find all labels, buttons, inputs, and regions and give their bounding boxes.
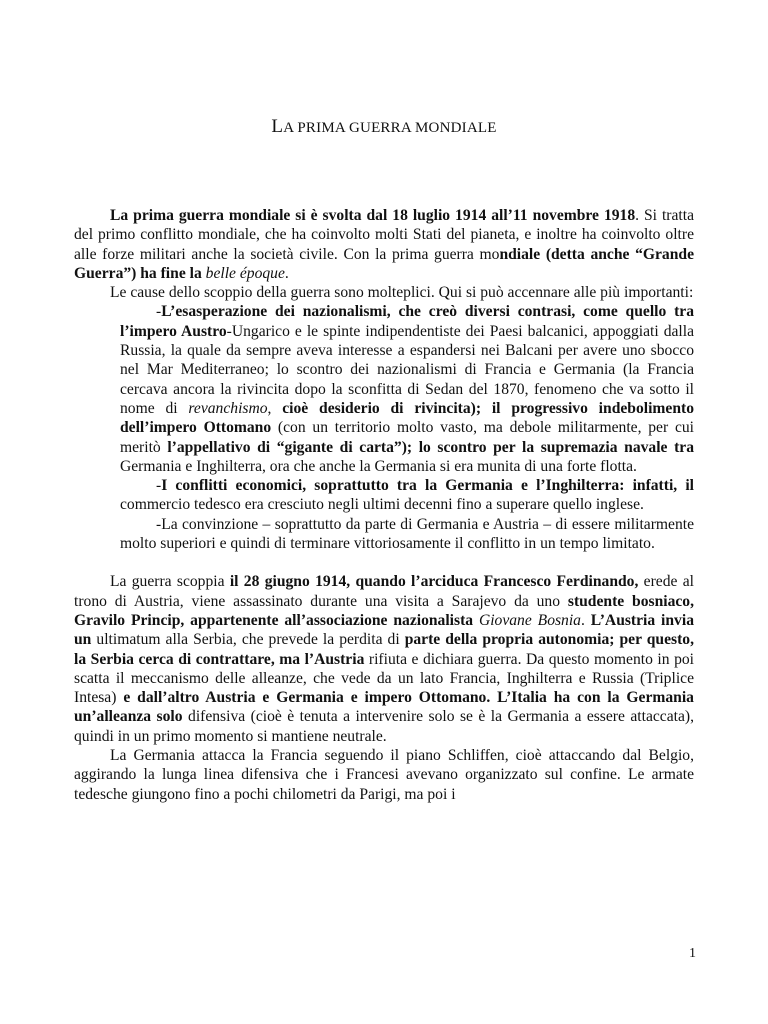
title-rest: A PRIMA GUERRA MONDIALE bbox=[283, 120, 497, 136]
list-item: -La convinzione – soprattutto da parte di Germania e Austria – di essere militarmente molto superiori e quindi di terminare vittoriosamente il conflitto in un tempo limitato. bbox=[120, 515, 694, 553]
item2-bold: I conflitti economici, soprattutto tra la Germania e l’Inghilterra: infatti, il bbox=[161, 477, 694, 495]
page-number: 1 bbox=[689, 946, 696, 961]
intro-italic-belle-epoque: belle époque bbox=[205, 264, 285, 282]
list-item: -I conflitti economici, soprattutto tra la Germania e l’Inghilterra: infatti, il commercio tedesco era cresciuto negli ultimi decenni fino a superare quello inglese. bbox=[120, 477, 694, 514]
item1-italic-revanchismo: revanchismo bbox=[188, 399, 268, 417]
paragraph-schlieffen: La Germania attacca la Francia seguendo il piano Schliffen, cioè attaccando dal Belgio, aggirando la lunga linea difensiva che i Francesi avevano organizzato sul confine. Le armate tedesche giungono fino a pochi chilometri da Parigi, ma poi i bbox=[74, 747, 694, 803]
item1-bold: L’esasperazione dei nazionalismi, che creò diversi contrasi, come quello tra l’impero Austro bbox=[120, 303, 694, 340]
page-title bbox=[0, 117, 768, 138]
intro-text: . Si tratta del primo conflitto mondiale, che ha coinvolto molti Stati del pianeta, e inoltre ha coinvolto oltre alle forze militari anche la società civile. Con la prima guerra mo bbox=[74, 207, 695, 263]
document-body bbox=[74, 206, 694, 804]
paragraph-outbreak: La guerra scoppia il 28 giugno 1914, quando l’arciduca Francesco Ferdinando, erede al trono di Austria, viene assassinato durante una visita a Sarajevo da uno studente bosniaco, Gravilo Princip, appartenente all’associazione nazionalista Giovane Bosnia. L’Austria invia un ultimatum alla Serbia, che prevede la perdita di parte della propria autonomia; per questo, la Serbia cerca di contrattare, ma l’Austria rifiuta e dichiara guerra. Da questo momento in poi scatta il meccanismo delle alleanze, che vede da un lato Francia, Inghilterra e Russia (Triplice Intesa) e dall’altro Austria e Germania e impero Ottomano. L’Italia ha con la Germania un’alleanza solo difensiva (cioè è tenuta a intervenire solo se è la Germania a essere attaccata), quindi in un primo momento si mantiene neutrale. bbox=[74, 573, 695, 745]
title-initial: L bbox=[271, 116, 284, 137]
list-item: -L’esasperazione dei nazionalismi, che creò diversi contrasi, come quello tra l’impero Austro-Ungarico e le spinte indipendentiste dei Paesi balcanici, appoggiati dalla Russia, la quale da sempre aveva interesse a espandersi nei Balcani per avere uno sbocco nel Mar Mediterraneo; lo scontro dei nazionalismi di Francia e Germania (la Francia cercava ancora la rivincita dopo la sconfitta di Sedan del 1870, fenomeno che va sotto il nome di revanchismo, cioè desiderio di rivincita); il progressivo indebolimento dell’impero Ottomano (con un territorio molto vasto, ma debole militarmente, per cui meritò l’appellativo di “gigante di carta”); lo scontro per la supremazia navale tra Germania e Inghilterra, ora che anche la Germania si era munita di una forte flotta. bbox=[120, 303, 694, 475]
paragraph-intro bbox=[74, 206, 694, 283]
italic-giovane-bosnia: Giovane Bosnia bbox=[478, 611, 581, 629]
intro-bold-dates: La prima guerra mondiale si è svolta dal 18 luglio 1914 all’11 novembre 1918 bbox=[110, 207, 636, 224]
intro-bold-grande-guerra: ndiale (detta anche “Grande Guerra”) ha fine la bbox=[74, 245, 694, 282]
paragraph-causes: Le cause dello scoppio della guerra sono molteplici. Qui si può accennare alle più importanti: bbox=[110, 284, 694, 302]
intro-end: . bbox=[284, 264, 289, 282]
causes-list bbox=[120, 302, 694, 553]
